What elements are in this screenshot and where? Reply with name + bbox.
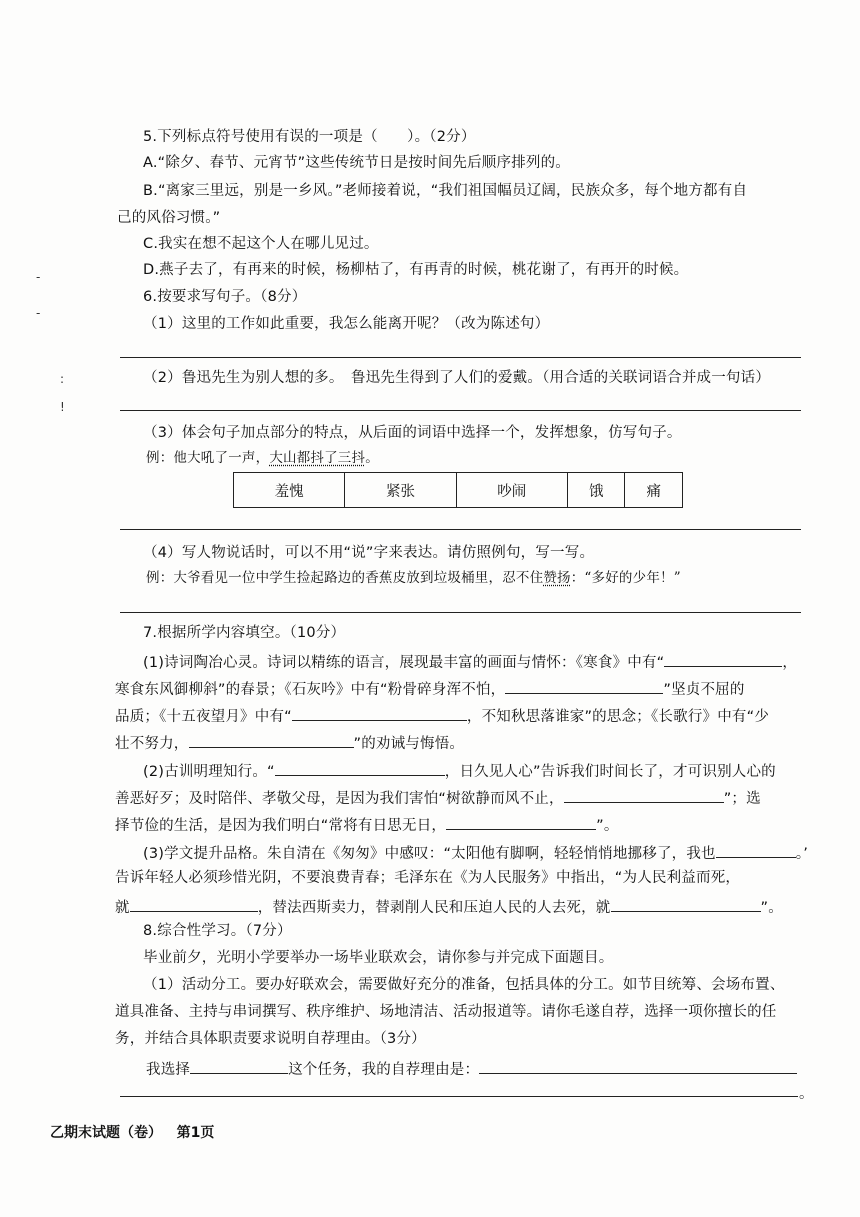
text: ”坚贞不屈的 bbox=[663, 682, 745, 698]
answer-line[interactable] bbox=[120, 612, 801, 613]
q6-sub4: （4）写人物说话时，可以不用“说”字来表达。请仿照例句，写一写。 bbox=[143, 545, 595, 561]
q7-p3-line3 bbox=[115, 895, 783, 918]
q6-example4 bbox=[146, 568, 681, 588]
text: 品质；《十五夜望月》中有“ bbox=[115, 709, 292, 725]
text: 这个任务，我的自荐理由是： bbox=[288, 1062, 480, 1078]
q8-task1-line2: 道具准备、主持与串词撰写、秩序维护、场地清洁、活动报道等。请你毛遂自荐，选择一项你擅长的任 bbox=[115, 1004, 777, 1020]
word-cell[interactable]: 痛 bbox=[625, 473, 683, 508]
example-text: 例：大爷看见一位中学生捡起路边的香蕉皮放到垃圾桶里，忍不住 bbox=[146, 570, 544, 586]
text: ”；选 bbox=[723, 791, 761, 807]
q8-intro: 毕业前夕，光明小学要举办一场毕业联欢会，请你参与并完成下面题目。 bbox=[143, 950, 614, 966]
task-blank[interactable] bbox=[190, 1057, 288, 1074]
q5-stem: 5.下列标点符号使用有误的一项是（ ）。（2分） bbox=[143, 129, 476, 145]
text: 择节俭的生活，是因为我们明白“常将有日思无日， bbox=[115, 818, 447, 834]
blank[interactable] bbox=[564, 786, 724, 803]
text: ”。 bbox=[760, 900, 783, 916]
example-text: 。 bbox=[365, 450, 379, 466]
word-cell[interactable]: 饿 bbox=[567, 473, 625, 508]
q7-p2-line1 bbox=[143, 759, 776, 782]
answer-line[interactable] bbox=[120, 529, 801, 530]
margin-mark: - bbox=[36, 270, 41, 284]
q7-p2-line3 bbox=[115, 813, 619, 836]
text: (1)诗词陶冶心灵。诗词以精练的语言，展现最丰富的画面与情怀：《寒食》中有“ bbox=[143, 655, 665, 671]
answer-line[interactable] bbox=[120, 1096, 798, 1097]
blank[interactable] bbox=[189, 731, 354, 748]
reason-blank[interactable] bbox=[479, 1057, 797, 1074]
blank[interactable] bbox=[130, 895, 258, 912]
footer-title: 乙期末试题（卷） bbox=[50, 1125, 162, 1141]
q6-stem: 6.按要求写句子。（8分） bbox=[143, 289, 307, 305]
footer bbox=[50, 1122, 214, 1142]
blank[interactable] bbox=[716, 841, 796, 858]
q7-p1-line3 bbox=[115, 704, 769, 727]
q7-p3-line1 bbox=[143, 841, 808, 864]
page-number: 第1页 bbox=[176, 1125, 215, 1141]
text: 壮不努力， bbox=[115, 736, 189, 752]
q8-choose-line bbox=[146, 1057, 797, 1080]
q8-task1-line3: 务，并结合具体职责要求说明自荐理由。（3分） bbox=[115, 1031, 426, 1047]
q6-sub3: （3）体会句子加点部分的特点，从后面的词语中选择一个，发挥想象，仿写句子。 bbox=[143, 425, 682, 441]
text: (2)古训明理知行。“ bbox=[143, 764, 275, 780]
text: ， bbox=[782, 655, 798, 671]
margin-mark: - bbox=[36, 306, 41, 320]
blank[interactable] bbox=[292, 704, 467, 721]
text: ”的劝诫与悔悟。 bbox=[353, 736, 465, 752]
q7-p3-line2: 告诉年轻人必须珍惜光阴，不要浪费青春；毛泽东在《为人民服务》中指出，“为人民利益而死， bbox=[115, 870, 741, 886]
text: ”。 bbox=[596, 818, 619, 834]
q7-p1-line4 bbox=[115, 731, 464, 754]
q7-stem: 7.根据所学内容填空。（10分） bbox=[143, 625, 346, 641]
word-cell[interactable]: 紧张 bbox=[345, 473, 456, 508]
blank[interactable] bbox=[446, 813, 596, 830]
text: 善恶好歹；及时陪伴、孝敬父母，是因为我们害怕“树欲静而风不止， bbox=[115, 791, 564, 807]
q5-option-a: A.“除夕、春节、元宵节”这些传统节日是按时间先后顺序排列的。 bbox=[143, 155, 570, 171]
q6-sub1: （1）这里的工作如此重要，我怎么能离开呢？（改为陈述句） bbox=[143, 316, 550, 332]
text: ，日久见人心”告诉我们时间长了，才可识别人心的 bbox=[444, 764, 776, 780]
text: 就 bbox=[115, 900, 130, 916]
example-text: 例：他大吼了一声， bbox=[146, 450, 270, 466]
q7-p1-line2 bbox=[115, 677, 745, 700]
q6-sub2: （2）鲁迅先生为别人想的多。 鲁迅先生得到了人们的爱戴。（用合适的关联词语合并成一句话） bbox=[143, 370, 771, 386]
q5-option-b-line1: B.“离家三里远，别是一乡风。”老师接着说，“我们祖国幅员辽阔，民族众多，每个地方都有自 bbox=[143, 183, 748, 199]
answer-line[interactable] bbox=[120, 357, 801, 358]
blank[interactable] bbox=[275, 759, 445, 776]
text: 。’ bbox=[795, 846, 809, 862]
blank[interactable] bbox=[505, 677, 663, 694]
example-text: ：“多好的少年！” bbox=[570, 570, 681, 586]
margin-mark: : bbox=[60, 372, 65, 386]
answer-line[interactable] bbox=[120, 410, 801, 411]
word-choice-table bbox=[233, 472, 683, 508]
q7-p1-line1 bbox=[143, 650, 797, 673]
blank[interactable] bbox=[664, 650, 782, 667]
margin-mark: ! bbox=[60, 400, 65, 414]
word-cell[interactable]: 羞愧 bbox=[234, 473, 345, 508]
dotted-phrase: 大山都抖了三抖 bbox=[269, 450, 366, 466]
text: ，替法西斯卖力，替剥削人民和压迫人民的人去死，就 bbox=[257, 900, 611, 916]
text: 寒食东风御柳斜”的春景；《石灰吟》中有“粉骨碎身浑不怕， bbox=[115, 682, 506, 698]
q5-option-d: D.燕子去了，有再来的时候，杨柳枯了，有再青的时候，桃花谢了，有再开的时候。 bbox=[143, 262, 689, 278]
q6-example3 bbox=[146, 448, 379, 468]
blank[interactable] bbox=[611, 895, 761, 912]
word-cell[interactable]: 吵闹 bbox=[456, 473, 567, 508]
text: (3)学文提升品格。朱自清在《匆匆》中感叹：“太阳他有脚啊，轻轻悄悄地挪移了，我也 bbox=[143, 846, 716, 862]
q8-task1-line1: （1）活动分工。要办好联欢会，需要做好充分的准备，包括具体的分工。如节目统筹、会场布置、 bbox=[143, 977, 785, 993]
end-period: 。 bbox=[799, 1086, 814, 1102]
q5-option-c: C.我实在想不起这个人在哪儿见过。 bbox=[143, 236, 379, 252]
dotted-phrase: 赞扬 bbox=[543, 570, 571, 586]
q8-stem: 8.综合性学习。（7分） bbox=[143, 923, 292, 939]
text: ，不知秋思落谁家”的思念；《长歌行》中有“少 bbox=[466, 709, 770, 725]
q5-option-b-line2: 己的风俗习惯。” bbox=[117, 210, 221, 226]
text: 我选择 bbox=[146, 1062, 191, 1078]
q7-p2-line2 bbox=[115, 786, 761, 809]
